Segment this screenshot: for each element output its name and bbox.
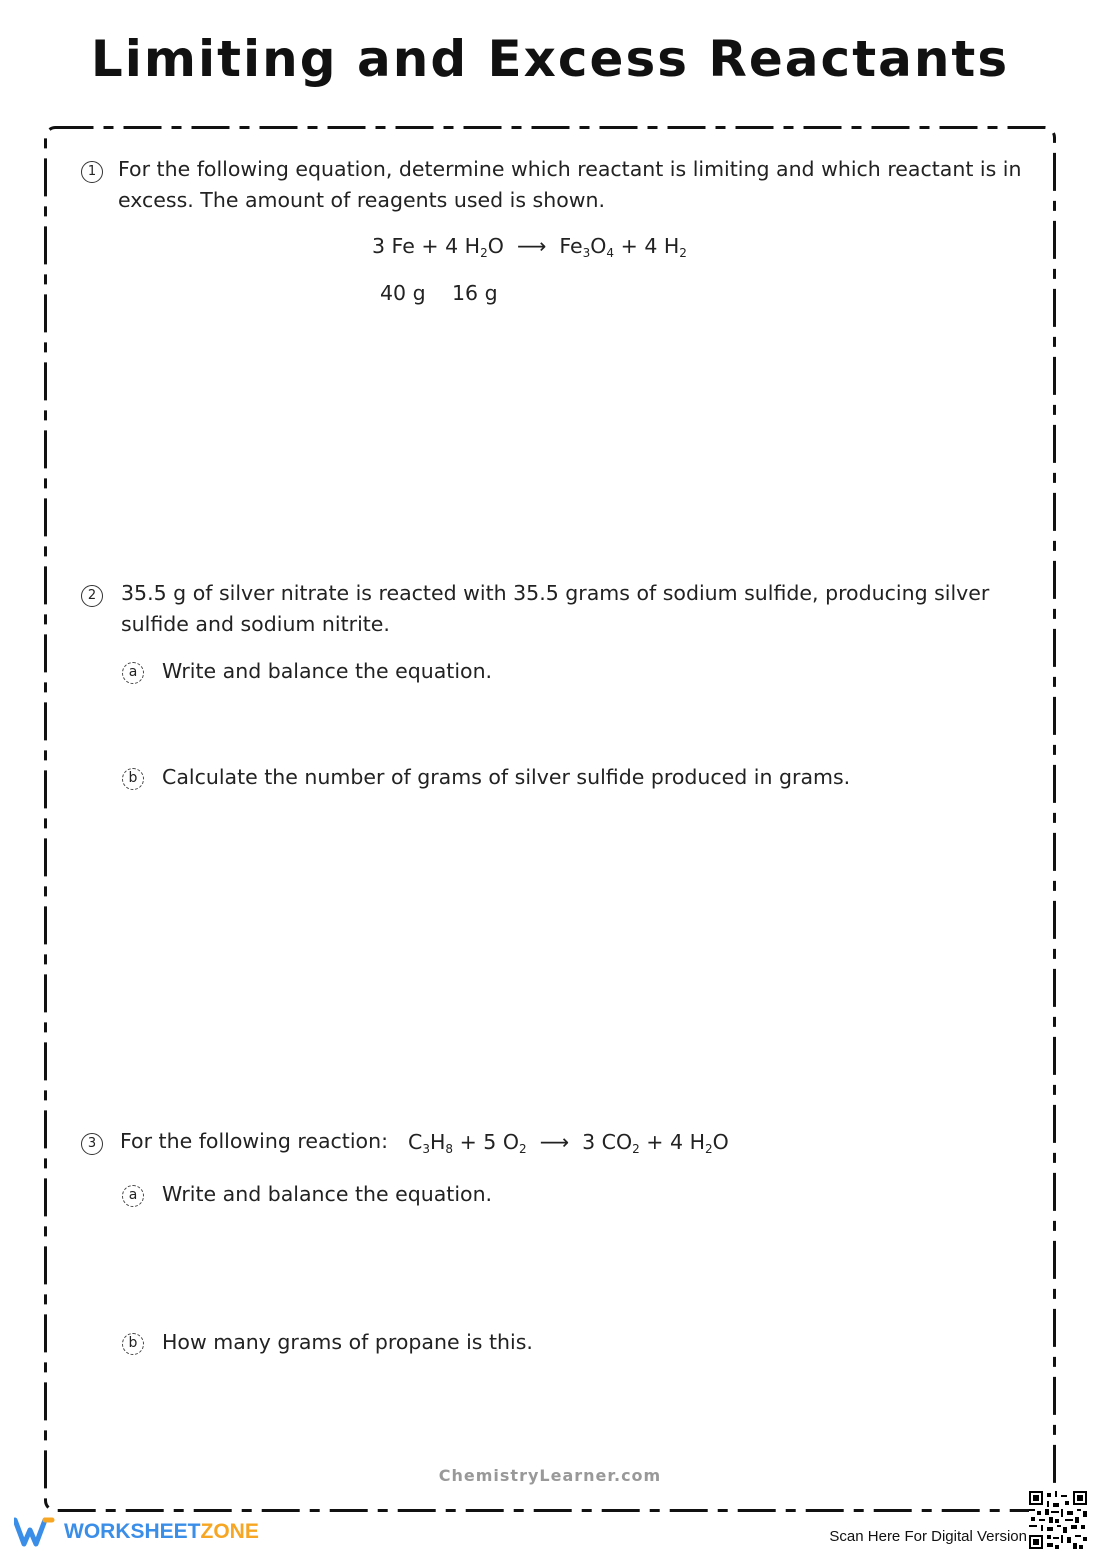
eq-fe: 3 Fe [372,234,415,258]
eq-arrow: ⟶ [516,234,547,258]
eq-plus: + [421,234,439,258]
eq-arrow: ⟶ [539,1130,570,1154]
question-1-number: 1 [81,161,103,183]
question-2a-marker: a [122,662,144,684]
eq-h2o: 4 $H_2O$ [445,234,504,260]
eq-plus: + [620,234,638,258]
question-3b-text: How many grams of propane is this. [162,1330,533,1354]
eq-fe3o4: $Fe_3O_4$ [559,234,615,260]
question-2-number: 2 [81,585,103,607]
question-3a-text: Write and balance the equation. [162,1182,493,1206]
question-1-text: For the following equation, determine which reactant is limiting and which reactant is in excess. The amount of reagents used is shown. [118,157,1022,212]
question-2a-text: Write and balance the equation. [162,659,493,683]
scan-text: Scan Here For Digital Version [829,1528,1027,1545]
qr-code-icon[interactable] [1029,1491,1087,1549]
amount-h2o: 16 g [452,281,498,305]
question-3a-marker: a [122,1185,144,1207]
question-3b-marker: b [122,1333,144,1355]
eq-plus: + [459,1130,477,1154]
question-3-equation [408,1130,729,1156]
question-2-text: 35.5 g of silver nitrate is reacted with 35.5 grams of sodium sulfide, producing silver sulfide and sodium nitrite. [121,581,990,636]
worksheet-frame [44,126,1056,1512]
question-3-lead: For the following reaction: [120,1129,388,1153]
footer-site[interactable]: ChemistryLearner.com [438,1466,662,1485]
amount-fe: 40 g [380,281,426,305]
eq-o2: 5 $O_2$ [483,1130,527,1156]
eq-propane: $C_3H_8$ [408,1130,454,1156]
question-1-equation [372,234,687,260]
worksheetzone-w-icon [14,1516,58,1548]
eq-h2o: 4 $H_2O$ [670,1130,729,1156]
question-2b-marker: b [122,768,144,790]
page-title: Limiting and Excess Reactants [90,30,1010,88]
eq-h2: 4 $H_2$ [644,234,687,260]
worksheetzone-logo[interactable] [14,1516,259,1548]
question-2b-text: Calculate the number of grams of silver sulfide produced in grams. [162,765,851,789]
eq-co2: 3 $CO_2$ [582,1130,640,1156]
dashed-border [44,126,1056,1512]
question-3-number: 3 [81,1133,103,1155]
worksheetzone-wordmark: WORKSHEETZONE [64,1520,259,1543]
eq-plus: + [646,1130,664,1154]
